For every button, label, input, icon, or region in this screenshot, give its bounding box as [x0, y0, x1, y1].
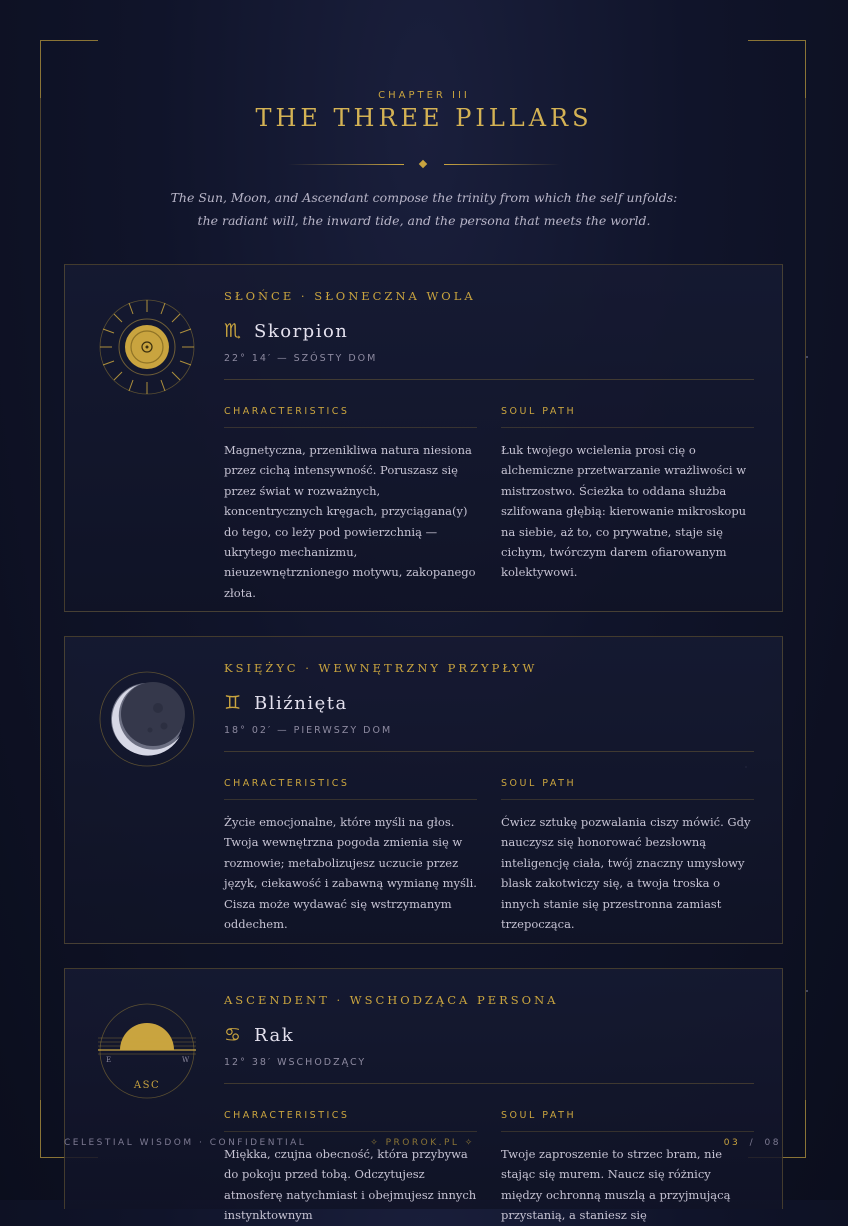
moon-card [64, 636, 783, 944]
ornamental-divider [288, 161, 560, 169]
page-separator: / [749, 1138, 756, 1148]
page-current: 03 [723, 1138, 741, 1148]
page-number [724, 1138, 781, 1148]
page-title: THE THREE PILLARS [255, 104, 593, 132]
star-decoration [806, 356, 808, 358]
ascendant-emblem-icon [98, 1002, 196, 1100]
soul-path-heading: SOUL PATH [501, 1110, 754, 1132]
asc-label: ASC [133, 1080, 161, 1091]
divider-rule [224, 379, 754, 380]
divider-rule [224, 751, 754, 752]
gemini-icon: ♊ [224, 692, 242, 714]
characteristics-text: Magnetyczna, przenikliwa natura niesiona przez cichą intensywność. Poruszasz się przez świat w rozważnych, koncentrycznych kręgach, przyciągana(y) do tego, co leży pod powierzchnią — ukrytego mechanizmu, nieuzewnętrznionego motywu, zakopanego złota. [224, 443, 476, 600]
placement-eyebrow: ASCENDENT · WSCHODZĄCA PERSONA [224, 993, 559, 1007]
placement-eyebrow: SŁOŃCE · SŁONECZNA WOLA [224, 289, 476, 303]
footer-confidential: CELESTIAL WISDOM · CONFIDENTIAL [64, 1138, 307, 1148]
sign-name: Bliźnięta [254, 692, 348, 714]
cancer-icon: ♋ [224, 1024, 242, 1046]
star-decoration [806, 990, 808, 992]
soul-path-text: Ćwicz sztukę pozwalania ciszy mówić. Gdy nauczysz się honorować bezsłowną inteligencję ciała, twój znaczny umysłowy blask zakotwiczy się, a twoja troska o innych stanie się przestronna zamiast trzepocząca. [501, 815, 751, 932]
characteristics-text: Miękka, czujna obecność, która przybywa do pokoju przed tobą. Odczytujesz atmosferę natychmiast i obejmujesz innych instynktownym [224, 1147, 477, 1223]
east-label: E [106, 1056, 112, 1064]
intro-text: The Sun, Moon, and Ascendant compose the trinity from which the self unfolds: the radiant will, the inward tide, and the persona that meets the world. [170, 190, 678, 228]
diamond-icon [419, 160, 427, 168]
sun-emblem-icon [98, 298, 196, 396]
page-footer [64, 1138, 781, 1152]
divider-rule [224, 1083, 754, 1084]
ascendant-card [64, 968, 783, 1223]
placement-eyebrow: KSIĘŻYC · WEWNĘTRZNY PRZYPŁYW [224, 661, 538, 675]
soul-path-text: Twoje zaproszenie to strzec bram, nie stając się murem. Naucz się różnicy między ochronną muszlą a przyjmującą przystanią, a staniesz się [501, 1147, 731, 1223]
degree-house: 12° 38′ WSCHODZĄCY [224, 1057, 367, 1068]
west-label: W [182, 1056, 190, 1064]
soul-path-heading: SOUL PATH [501, 406, 754, 428]
characteristics-text: Życie emocjonalne, które myśli na głos. Twoja wewnętrzna pogoda zmienia się w rozmowie; metabolizujesz uczucie przez język, ciekawość i zabawną wymianę myśli. Cisza może wydawać się wstrzymanym oddechem. [224, 815, 477, 932]
sign-name: Skorpion [254, 320, 349, 342]
sun-card [64, 264, 783, 612]
soul-path-heading: SOUL PATH [501, 778, 754, 800]
scorpio-icon: ♏ [224, 320, 242, 342]
characteristics-heading: CHARACTERISTICS [224, 1110, 477, 1132]
footer-brand: ✧ PROROK.PL ✧ [370, 1138, 475, 1148]
page-total: 08 [764, 1138, 781, 1148]
soul-path-text: Łuk twojego wcielenia prosi cię o alchemiczne przetwarzanie wrażliwości w mistrzostwo. Ścieżka to oddana służba szlifowana głębią: kierowanie mikroskopu na siebie, aż to, co prywatne, staje się cichym, twórczym darem ofiarowanym kolektywowi. [501, 443, 747, 580]
moon-emblem-icon [98, 670, 196, 768]
characteristics-heading: CHARACTERISTICS [224, 406, 477, 428]
sign-name: Rak [254, 1024, 295, 1046]
chapter-label: CHAPTER III [378, 90, 470, 101]
characteristics-heading: CHARACTERISTICS [224, 778, 477, 800]
degree-house: 22° 14′ — SZÓSTY DOM [224, 353, 378, 364]
degree-house: 18° 02′ — PIERWSZY DOM [224, 725, 393, 736]
